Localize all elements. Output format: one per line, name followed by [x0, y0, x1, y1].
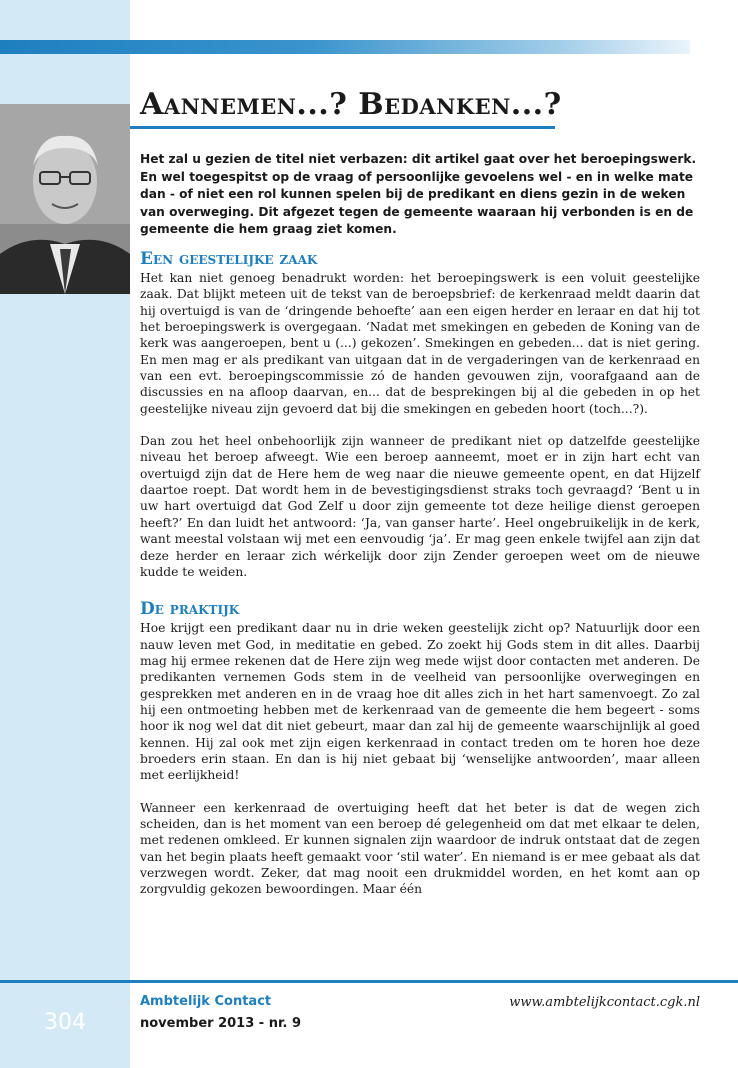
header-color-bar: [0, 40, 690, 54]
paragraph: Dan zou het heel onbehoorlijk zijn wanneer de predikant niet op datzelfde geestelijke niveau het beroep afweegt. Wie een beroep aanneemt, moet er in zijn hart echt van overtuigd zijn dat de Here hem de weg naar die nieuwe gemeente opent, en dat Hijzelf daartoe roept. Dat wordt hem in de bevestigingsdienst straks toch gevraagd? ‘Bent u in uw hart overtuigd dat God Zelf u door zijn gemeente tot deze heilige dienst geroepen heeft?’ En dan luidt het antwoord: ‘Ja, van ganser harte’. Heel ongebruikelijk in de kerk, want meestal volstaan wij met een eenvoudig ‘ja’. Er mag geen enkele twijfel aan zijn dat deze herder en leraar zich wérkelijk door zijn Zender geroepen weet om de nieuwe kudde te weiden.: [140, 434, 700, 579]
article-title: Aannemen...? Bedanken...?: [140, 87, 562, 122]
page-number: 304: [44, 1010, 86, 1035]
article-lead: Het zal u gezien de titel niet verbazen: dit artikel gaat over het beroepingswerk. En wel toegespitst op de vraag of persoonlijke gevoelens wel - en in welke mate dan - of niet een rol kunnen spelen bij de predikant en diens gezin in de weken van overweging. Dit afgezet tegen de gemeente waaraan hij verbonden is en de gemeente die hem graag ziet komen.: [140, 152, 697, 237]
issue-info: november 2013 - nr. 9: [140, 1016, 302, 1031]
section-heading-praktijk: De praktijk: [140, 599, 240, 620]
author-photo: [0, 104, 130, 294]
website-link[interactable]: www.ambtelijkcontact.cgk.nl: [509, 995, 700, 1010]
paragraph: Wanneer een kerkenraad de overtuiging heeft dat het beter is dat de wegen zich scheiden, dan is het moment van een beroep dé gelegenheid om dat met elkaar te delen, met redenen omkleed. Er kunnen signalen zijn waardoor de indruk ontstaat dat de zegen van het begin plaats heeft gemaakt voor ‘stil water’. En niemand is er mee gebaat als dat verzwegen wordt. Zeker, dat mag nooit een drukmiddel worden, en het komt aan op zorgvuldig gekozen bewoordingen. Maar één: [140, 800, 700, 897]
section-heading-geestelijke-zaak: Een geestelijke zaak: [140, 249, 318, 269]
paragraph: Het kan niet genoeg benadrukt worden: het beroepingswerk is een voluit geestelijke zaak. Dat blijkt meteen uit de tekst van de beroepsbrief: de kerkenraad meldt daarin dat hij overtuigd is van de ‘dringende behoefte’ aan een eigen herder en leraar en dat hij tot het beroepingswerk is overgegaan. ‘Nadat met smekingen en gebeden de Koning van de kerk was aangeroepen, bent u (...) gekozen’. Smekingen en gebeden... dat is niet gering. En men mag er als predikant van uitgaan dat in de vergaderingen van de kerkenraad en van een evt. beroepingscommissie zó de handen gevouwen zijn, voorafgaand aan de discussies en na afloop daarvan, en... dat de besprekingen bij al die gebeden in op het geestelijke niveau zijn gevoerd dat bij die smekingen en gebeden hoort (toch...?).: [140, 271, 700, 416]
magazine-name: Ambtelijk Contact: [140, 994, 272, 1009]
footer-rule: [0, 980, 738, 983]
title-underline: [130, 126, 555, 129]
article-body: [140, 248, 700, 898]
paragraph: Hoe krijgt een predikant daar nu in drie weken geestelijk zicht op? Natuurlijk door een nauw leven met God, in meditatie en gebed. Zo zoekt hij Gods stem in dit alles. Daarbij mag hij ermee rekenen dat de Here zijn weg mede wijst door contacten met anderen. De predikanten vernemen Gods stem in de veelheid van persoonlijke overwegingen en gesprekken met anderen en in de vraag hoe dit alles zich in het hart samenvoegt. Zo zal hij een ontmoeting hebben met de kerkenraad van de gemeente die hem begeert - soms hoor ik nog wel dat dit niet gebeurt, maar dan zal hij de gemeente waarschijnlijk al goed kennen. Hij zal ook met zijn eigen kerkenraad in contact treden om te horen hoe deze broeders erin staan. En dan is hij niet gebaat bij ‘wenselijke antwoorden’, maar alleen met eerlijkheid!: [140, 621, 700, 783]
